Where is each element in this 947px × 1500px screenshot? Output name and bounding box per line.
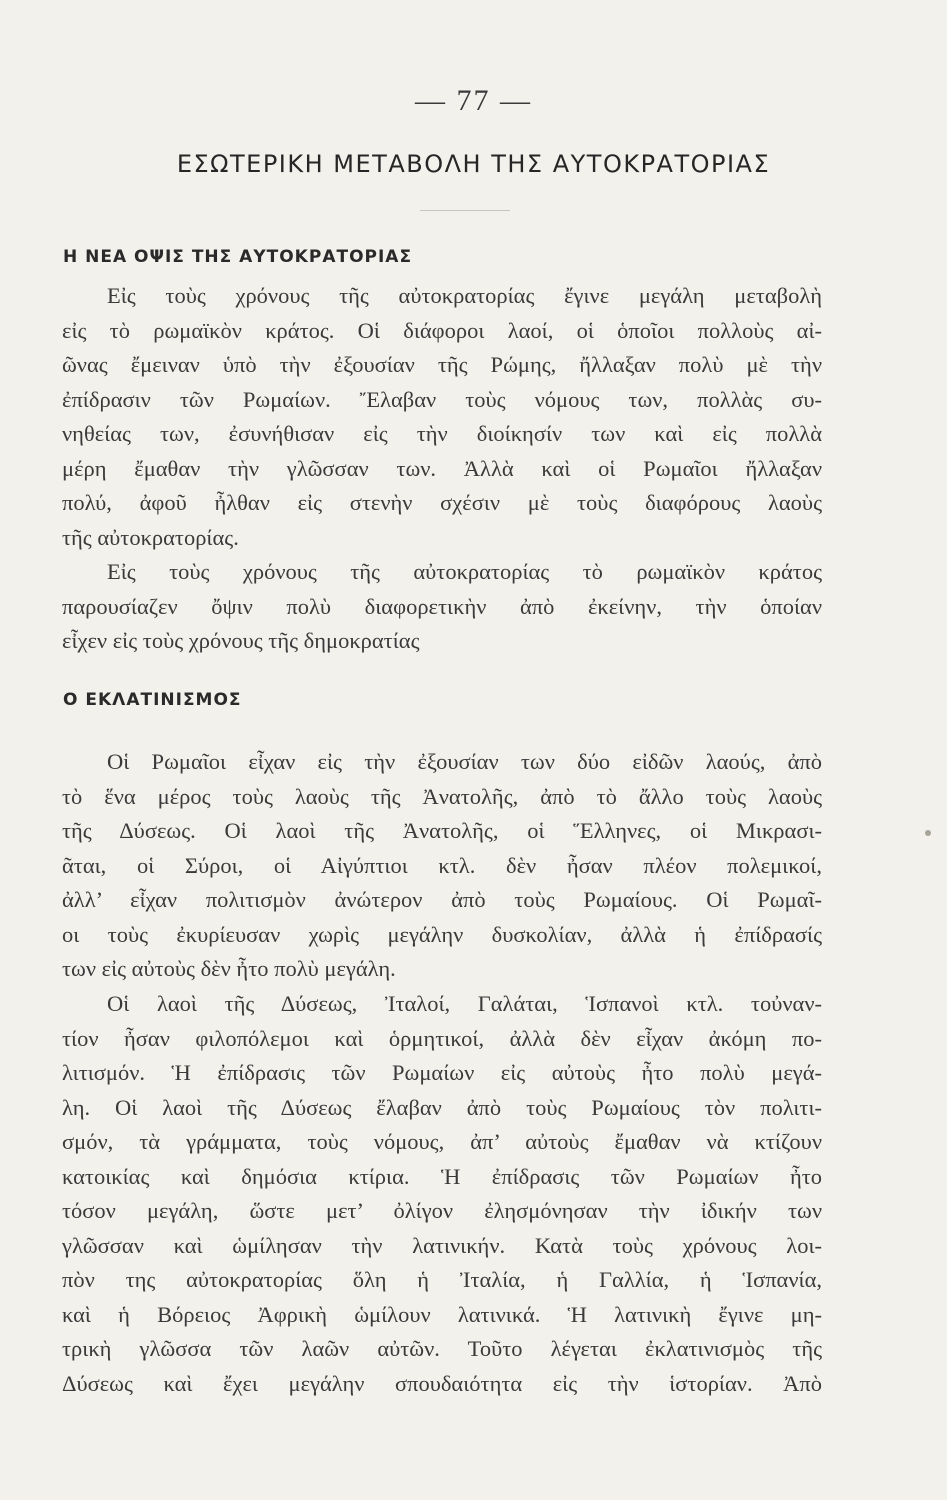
text-line: Οἱ Ρωμαῖοι εἶχαν εἰς τὴν ἐξουσίαν των δύο εἰδῶν λαούς, ἀπὸ <box>107 749 822 774</box>
text-line: τίον ἦσαν φιλοπόλεμοι καὶ ὁρμητικοί, ἀλλὰ δὲν εἶχαν ἀκόμη πο- <box>62 1025 822 1051</box>
paragraph <box>62 279 822 555</box>
title-divider <box>420 210 510 211</box>
text-line: τὸ ἕνα μέρος τοὺς λαοὺς τῆς Ἀνατολῆς, ἀπὸ τὸ ἄλλο τοὺς λαοὺς <box>62 783 822 809</box>
page-number: — 77 — <box>415 84 532 117</box>
text-line: ῶνας ἔμειναν ὑπὸ τὴν ἐξουσίαν τῆς Ρώμης, ἤλλαξαν πολὺ μὲ τὴν <box>62 352 822 377</box>
text-line: νηθείας των, ἐσυνήθισαν εἰς τὴν διοίκησίν των καὶ εἰς πολλὰ <box>62 421 822 446</box>
section-heading-latinization: Ο ΕΚΛΑΤΙΝΙΣΜΟΣ <box>63 690 242 710</box>
text-line: τῆς Δύσεως. Οἱ λαοὶ τῆς Ἀνατολῆς, οἱ Ἕλληνες, οἱ Μικρασι- <box>62 818 822 843</box>
text-line: Οἱ λαοὶ τῆς Δύσεως, Ἰταλοί, Γαλάται, Ἱσπανοὶ κτλ. τοὐναν- <box>107 991 822 1016</box>
text-line: οι τοὺς ἐκυρίευσαν χωρὶς μεγάλην δυσκολίαν, ἀλλὰ ἡ ἐπίδρασίς <box>62 921 822 947</box>
text-line: Εἰς τοὺς χρόνους τῆς αὐτοκρατορίας ἔγινε μεγάλη μεταβολὴ <box>107 283 822 308</box>
text-line: καὶ ἡ Βόρειος Ἀφρικὴ ὡμίλουν λατινικά. Ἡ λατινικὴ ἔγινε μη- <box>62 1301 822 1327</box>
chapter-title: ΕΣΩΤΕΡΙΚΗ ΜΕΤΑΒΟΛΗ ΤΗΣ ΑΥΤΟΚΡΑΤΟΡΙΑΣ <box>176 150 771 178</box>
text-line: Εἰς τοὺς χρόνους τῆς αὐτοκρατορίας τὸ ρωμαϊκὸν κράτος <box>107 559 822 584</box>
section-heading-new-aspect: Η ΝΕΑ ΟΨΙΣ ΤΗΣ ΑΥΤΟΚΡΑΤΟΡΙΑΣ <box>63 247 413 267</box>
text-line: εἶχεν εἰς τοὺς χρόνους τῆς δημοκρατίας <box>62 628 420 653</box>
text-line: μέρη ἔμαθαν τὴν γλῶσσαν των. Ἀλλὰ καὶ οἱ Ρωμαῖοι ἤλλαξαν <box>62 455 822 481</box>
text-line: κατοικίας καὶ δημόσια κτίρια. Ἡ ἐπίδρασις τῶν Ρωμαίων ἦτο <box>62 1163 822 1189</box>
text-line: τρικὴ γλῶσσα τῶν λαῶν αὐτῶν. Τοῦτο λέγεται ἐκλατινισμὸς τῆς <box>62 1336 822 1361</box>
text-line: γλῶσσαν καὶ ὡμίλησαν τὴν λατινικήν. Κατὰ τοὺς χρόνους λοι- <box>62 1232 822 1258</box>
text-line: ᾶται, οἱ Σύροι, οἱ Αἰγύπτιοι κτλ. δὲν ἦσαν πλέον πολεμικοί, <box>62 852 822 878</box>
text-line: τῆς αὐτοκρατορίας. <box>62 524 239 550</box>
text-line: των εἰς αὐτοὺς δὲν ἦτο πολὺ μεγάλη. <box>62 956 396 981</box>
paragraph <box>62 555 822 659</box>
text-line: ἐπίδρασιν τῶν Ρωμαίων. Ἔλαβαν τοὺς νόμους των, πολλὰς συ- <box>62 386 822 412</box>
text-line: παρουσίαζεν ὄψιν πολὺ διαφορετικὴν ἀπὸ ἐκείνην, τὴν ὁποίαν <box>62 593 822 619</box>
text-line: λη. Οἱ λαοὶ τῆς Δύσεως ἔλαβαν ἀπὸ τοὺς Ρωμαίους τὸν πολιτι- <box>62 1094 822 1120</box>
text-line: πὸν της αὐτοκρατορίας ὅλη ἡ Ἰταλία, ἡ Γαλλία, ἡ Ἱσπανία, <box>62 1267 822 1292</box>
text-line: σμόν, τὰ γράμματα, τοὺς νόμους, ἀπ’ αὐτοὺς ἔμαθαν νὰ κτίζουν <box>62 1129 822 1154</box>
text-line: λιτισμόν. Ἡ ἐπίδρασις τῶν Ρωμαίων εἰς αὐτοὺς ἦτο πολὺ μεγά- <box>62 1060 822 1085</box>
paragraph <box>62 987 822 1401</box>
text-line: πολύ, ἀφοῦ ἦλθαν εἰς στενὴν σχέσιν μὲ τοὺς διαφόρους λαοὺς <box>62 490 822 515</box>
text-line: τόσον μεγάλη, ὥστε μετ’ ὀλίγον ἐλησμόνησαν τὴν ἰδικήν των <box>62 1198 822 1223</box>
paragraph <box>62 745 822 987</box>
paper-speck <box>925 830 931 836</box>
text-line: εἰς τὸ ρωμαϊκὸν κράτος. Οἱ διάφοροι λαοί, οἱ ὁποῖοι πολλοὺς αἰ- <box>62 317 822 343</box>
text-line: Δύσεως καὶ ἔχει μεγάλην σπουδαιότητα εἰς τὴν ἱστορίαν. Ἀπὸ <box>62 1370 822 1396</box>
text-line: ἀλλ’ εἶχαν πολιτισμὸν ἀνώτερον ἀπὸ τοὺς Ρωμαίους. Οἱ Ρωμαῖ- <box>62 887 822 912</box>
